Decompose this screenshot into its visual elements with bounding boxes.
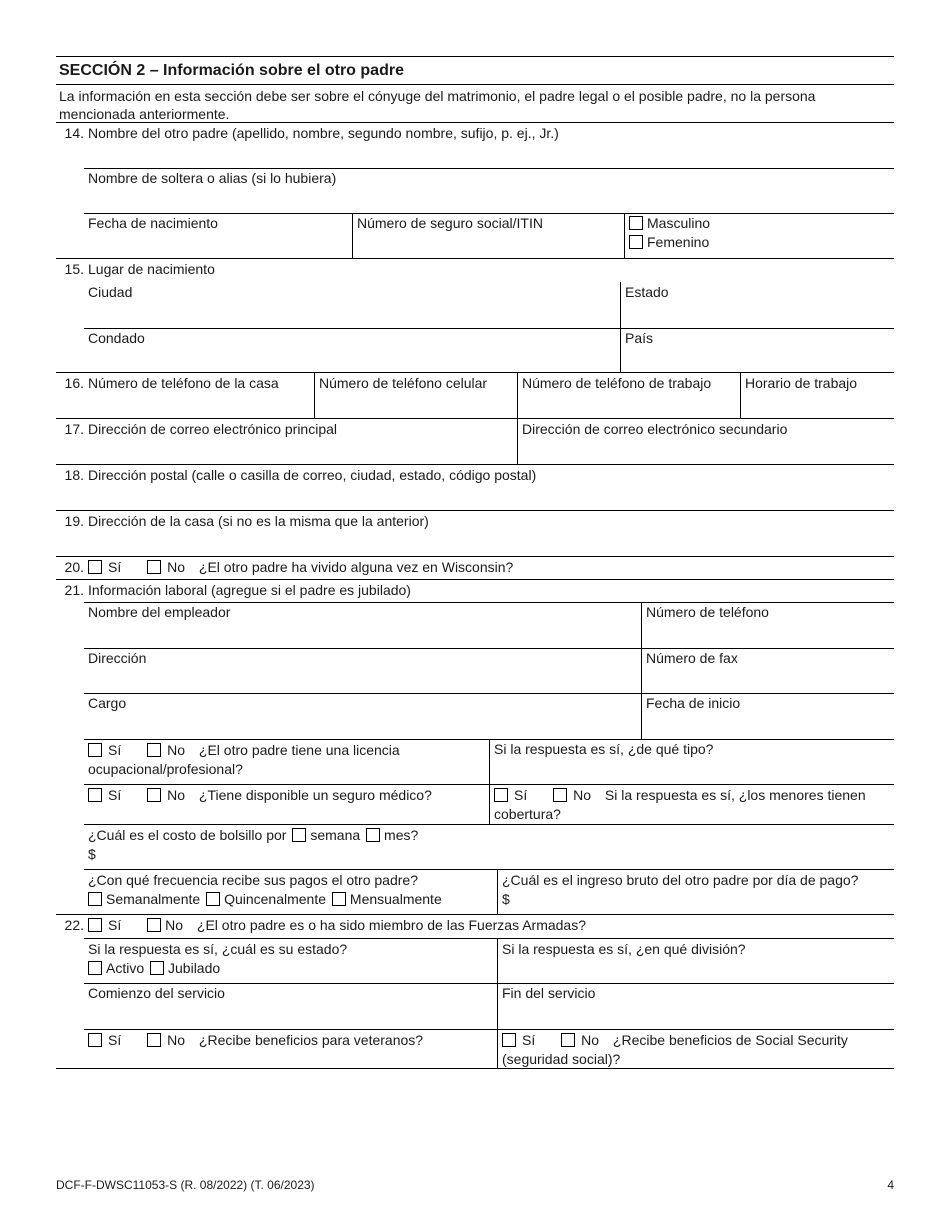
gross-dollar-sign: $ — [502, 891, 510, 907]
service-end-field[interactable] — [497, 983, 894, 1029]
employer-field[interactable] — [84, 602, 641, 648]
home-phone-field[interactable] — [84, 373, 314, 418]
q21-row — [56, 580, 894, 602]
coverage-no-label: No — [573, 787, 592, 803]
military-no-checkbox[interactable] — [147, 918, 161, 932]
q18-row — [56, 465, 894, 511]
female-checkbox[interactable] — [629, 235, 643, 249]
veterans-question — [84, 1029, 497, 1068]
cost-amount-field[interactable] — [88, 845, 890, 864]
ss-question-text: ¿Recibe beneficios de Social Security (seguridad social)? — [502, 1032, 848, 1067]
gender-field — [624, 213, 894, 258]
wisconsin-yes-checkbox[interactable] — [88, 560, 102, 574]
pay-frequency-text: ¿Con qué frecuencia recibe sus pagos el otro padre? — [88, 872, 418, 888]
wisconsin-question — [84, 557, 894, 579]
page-footer — [56, 1178, 894, 1192]
county-field[interactable] — [84, 328, 620, 372]
license-row — [56, 739, 894, 784]
benefits-row — [56, 1029, 894, 1069]
children-coverage-text: Si la respuesta es sí, ¿los menores tienen cobertura? — [494, 787, 866, 822]
employer-address-label: Dirección — [88, 650, 147, 666]
coverage-yes-label: Sí — [514, 787, 528, 803]
employer-phone-field[interactable] — [641, 602, 894, 648]
week-label: semana — [310, 827, 361, 843]
license-no-label: No — [167, 742, 186, 758]
service-end-label: Fin del servicio — [502, 985, 596, 1001]
state-field[interactable] — [620, 282, 894, 328]
military-question-text: ¿El otro padre es o ha sido miembro de las Fuerzas Armadas? — [196, 917, 586, 933]
ss-yes-checkbox[interactable] — [502, 1033, 516, 1047]
veterans-no-checkbox[interactable] — [147, 1033, 161, 1047]
insurance-yes-label: Sí — [108, 787, 122, 803]
q15-row — [56, 259, 894, 282]
q14-maiden-row — [56, 168, 894, 213]
active-checkbox[interactable] — [88, 961, 102, 975]
start-date-label: Fecha de inicio — [646, 695, 741, 711]
military-status-row — [56, 938, 894, 983]
weekly-label: Semanalmente — [106, 891, 201, 907]
license-type-field[interactable] — [489, 739, 894, 784]
pay-frequency-question — [84, 869, 497, 914]
position-label: Cargo — [88, 695, 127, 711]
q17-number: 17. — [64, 421, 84, 437]
military-yes-checkbox[interactable] — [88, 918, 102, 932]
q20-number: 20. — [64, 559, 84, 575]
q16-row — [56, 373, 894, 419]
no-label: No — [167, 559, 186, 575]
service-start-field[interactable] — [84, 983, 497, 1029]
fax-label: Número de fax — [646, 650, 738, 666]
employer-address-field[interactable] — [84, 648, 641, 693]
male-label: Masculino — [647, 215, 711, 231]
home-address-field[interactable] — [84, 511, 894, 556]
employment-label: Información laboral (agregue si el padre es jubilado) — [88, 582, 411, 598]
home-phone-label: Número de teléfono de la casa — [88, 375, 279, 391]
q14-number: 14. — [64, 125, 84, 141]
insurance-row — [56, 784, 894, 824]
insurance-no-checkbox[interactable] — [147, 788, 161, 802]
female-label: Femenino — [647, 234, 710, 250]
veterans-question-text: ¿Recibe beneficios para veteranos? — [198, 1032, 424, 1048]
position-row — [56, 693, 894, 739]
cost-question-text: ¿Cuál es el costo de bolsillo por — [88, 827, 287, 843]
section-intro: La información en esta sección debe ser sobre el cónyuge del matrimonio, el padre legal o el posible padre, no la persona mencionada anteriormente. — [56, 85, 894, 123]
veterans-no-label: No — [167, 1032, 186, 1048]
license-type-label: Si la respuesta es sí, ¿de qué tipo? — [494, 741, 714, 757]
secondary-email-field[interactable] — [517, 419, 894, 464]
insurance-question-text: ¿Tiene disponible un seguro médico? — [198, 787, 432, 803]
primary-email-field[interactable] — [84, 419, 517, 464]
license-yes-checkbox[interactable] — [88, 743, 102, 757]
insurance-question — [84, 784, 489, 824]
retired-checkbox[interactable] — [150, 961, 164, 975]
country-field[interactable] — [620, 328, 894, 372]
month-label: mes? — [384, 827, 419, 843]
work-hours-field[interactable] — [740, 373, 894, 418]
q15-number: 15. — [64, 261, 84, 277]
q22-number: 22. — [64, 917, 84, 933]
county-label: Condado — [88, 330, 145, 346]
cost-question — [84, 824, 894, 869]
q19-number: 19. — [64, 513, 84, 529]
cell-phone-field[interactable] — [314, 373, 517, 418]
yes-label: Sí — [108, 559, 122, 575]
employer-label: Nombre del empleador — [88, 604, 231, 620]
mailing-address-field[interactable] — [84, 465, 894, 510]
primary-email-label: Dirección de correo electrónico principal — [88, 421, 338, 437]
week-checkbox[interactable] — [292, 828, 306, 842]
insurance-no-label: No — [167, 787, 186, 803]
city-field[interactable] — [84, 282, 620, 328]
work-phone-label: Número de teléfono de trabajo — [522, 375, 712, 391]
active-label: Activo — [106, 960, 145, 976]
q17-row — [56, 419, 894, 465]
ssn-field[interactable] — [352, 213, 624, 258]
mailing-address-label: Dirección postal (calle o casilla de correo, ciudad, estado, código postal) — [88, 467, 537, 483]
dob-field[interactable] — [84, 213, 352, 258]
male-checkbox[interactable] — [629, 216, 643, 230]
children-coverage-question — [489, 784, 894, 824]
employer-address-row — [56, 648, 894, 693]
fax-field[interactable] — [641, 648, 894, 693]
q21-number: 21. — [64, 582, 84, 598]
secondary-email-label: Dirección de correo electrónico secundario — [522, 421, 788, 437]
work-phone-field[interactable] — [517, 373, 740, 418]
veterans-yes-label: Sí — [108, 1032, 122, 1048]
biweekly-label: Quincenalmente — [224, 891, 327, 907]
veterans-yes-checkbox[interactable] — [88, 1033, 102, 1047]
license-question — [84, 739, 489, 784]
position-field[interactable] — [84, 693, 641, 739]
military-question — [84, 915, 894, 938]
q16-number: 16. — [64, 375, 84, 391]
division-field[interactable] — [497, 938, 894, 983]
military-status-text: Si la respuesta es sí, ¿cuál es su estado? — [88, 941, 348, 957]
division-label: Si la respuesta es sí, ¿en qué división? — [502, 941, 746, 957]
maiden-name-field[interactable] — [84, 168, 894, 213]
start-date-field[interactable] — [641, 693, 894, 739]
license-yes-label: Sí — [108, 742, 122, 758]
cost-row — [56, 824, 894, 869]
monthly-label: Mensualmente — [349, 891, 442, 907]
weekly-checkbox[interactable] — [88, 892, 102, 906]
q14-name-row — [56, 123, 894, 168]
license-question-text: ¿El otro padre tiene una licencia ocupacional/profesional? — [88, 742, 400, 777]
month-checkbox[interactable] — [366, 828, 380, 842]
page-number: 4 — [887, 1178, 894, 1192]
section-title: SECCIÓN 2 – Información sobre el otro padre — [56, 56, 894, 85]
coverage-yes-checkbox[interactable] — [494, 788, 508, 802]
monthly-checkbox[interactable] — [332, 892, 346, 906]
cost-dollar-sign: $ — [88, 846, 96, 862]
ss-yes-label: Sí — [522, 1032, 536, 1048]
form-id: DCF-F-DWSC11053-S (R. 08/2022) (T. 06/2023) — [56, 1178, 315, 1192]
other-parent-name-label: Nombre del otro padre (apellido, nombre, segundo nombre, sufijo, p. ej., Jr.) — [88, 125, 559, 141]
license-no-checkbox[interactable] — [147, 743, 161, 757]
service-start-label: Comienzo del servicio — [88, 985, 225, 1001]
country-label: País — [625, 330, 654, 346]
q14-dob-row — [56, 213, 894, 259]
home-address-label: Dirección de la casa (si no es la misma que la anterior) — [88, 513, 429, 529]
biweekly-checkbox[interactable] — [206, 892, 220, 906]
other-parent-name-field[interactable] — [84, 123, 894, 168]
social-security-question — [497, 1029, 894, 1068]
pay-frequency-row — [56, 869, 894, 914]
military-yes-label: Sí — [108, 917, 122, 933]
military-no-label: No — [165, 917, 184, 933]
gross-income-text: ¿Cuál es el ingreso bruto del otro padre por día de pago? — [502, 872, 859, 888]
q20-row — [56, 557, 894, 580]
insurance-yes-checkbox[interactable] — [88, 788, 102, 802]
service-dates-row — [56, 983, 894, 1029]
wisconsin-question-text: ¿El otro padre ha vivido alguna vez en Wisconsin? — [198, 559, 514, 575]
city-label: Ciudad — [88, 284, 133, 300]
q15-county-row — [56, 328, 894, 373]
ssn-label: Número de seguro social/ITIN — [357, 215, 543, 231]
birthplace-label: Lugar de nacimiento — [88, 261, 215, 277]
ss-no-checkbox[interactable] — [561, 1033, 575, 1047]
wisconsin-no-checkbox[interactable] — [147, 560, 161, 574]
maiden-name-label: Nombre de soltera o alias (si lo hubiera) — [88, 170, 337, 186]
gross-income-field[interactable] — [497, 869, 894, 914]
ss-no-label: No — [581, 1032, 600, 1048]
work-hours-label: Horario de trabajo — [745, 375, 858, 391]
employer-phone-label: Número de teléfono — [646, 604, 769, 620]
q19-row — [56, 511, 894, 557]
state-label: Estado — [625, 284, 669, 300]
coverage-no-checkbox[interactable] — [553, 788, 567, 802]
military-status-question — [84, 938, 497, 983]
form-page — [56, 56, 894, 1069]
employer-row — [56, 602, 894, 648]
retired-label: Jubilado — [168, 960, 221, 976]
q22-row — [56, 915, 894, 938]
cell-phone-label: Número de teléfono celular — [319, 375, 488, 391]
dob-label: Fecha de nacimiento — [88, 215, 218, 231]
q15-city-row — [56, 282, 894, 328]
q18-number: 18. — [64, 467, 84, 483]
